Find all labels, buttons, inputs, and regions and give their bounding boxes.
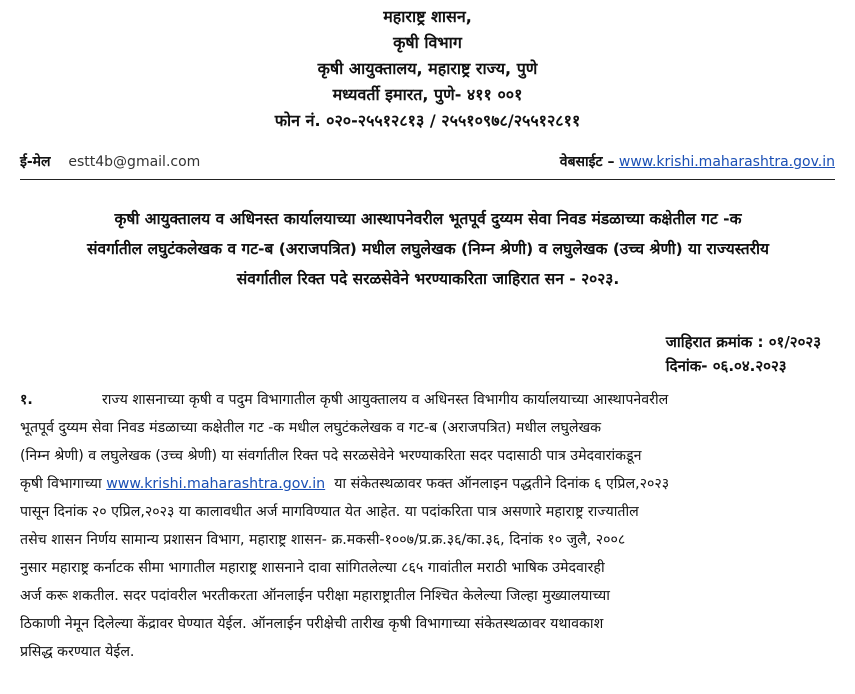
advertisement-reference — [666, 330, 821, 378]
paragraph-line: नुसार महाराष्ट्र कर्नाटक सीमा भागातील महाराष्ट्र शासनाने दावा सांगितलेल्या ८६५ गावांतील मराठी भाषिक उमेदवारही — [20, 560, 605, 576]
paragraph-number: १. — [20, 392, 33, 408]
paragraph-line: तसेच शासन निर्णय सामान्य प्रशासन विभाग, महाराष्ट्र शासन- क्र.मकसी-१००७/प्र.क्र.३६/का.३६, दिनांक १० जुलै, २००८ — [20, 532, 626, 548]
paragraph-1 — [20, 386, 838, 666]
email-address[interactable]: estt4b@gmail.com — [68, 154, 201, 170]
paragraph-text: या संकेतस्थळावर फक्त ऑनलाइन पद्धतीने दिनांक ६ एप्रिल,२०२३ — [325, 476, 670, 492]
header-address: मध्यवर्ती इमारत, पुणे- ४११ ००१ — [332, 85, 523, 104]
advertisement-date: दिनांक- ०६.०४.२०२३ — [665, 357, 787, 375]
website-link[interactable]: www.krishi.maharashtra.gov.in — [618, 154, 835, 170]
header-office: कृषी आयुक्तालय, महाराष्ट्र राज्य, पुणे — [317, 59, 538, 78]
paragraph-line: (निम्न श्रेणी) व लघुलेखक (उच्च श्रेणी) या संवर्गातील रिक्त पदे सरळसेवेने भरण्याकरिता सदर पदासाठी पात्र उमेदवारांकडून — [20, 448, 642, 464]
email-label: ई-मेल — [20, 154, 51, 170]
email-block — [20, 151, 200, 173]
header-government: महाराष्ट्र शासन, — [383, 7, 472, 26]
paragraph-text: कृषी विभागाच्या — [20, 476, 107, 492]
paragraph-website-link[interactable]: www.krishi.maharashtra.gov.in — [106, 476, 326, 492]
title-line: संवर्गातील रिक्त पदे सरळसेवेने भरण्याकरिता जाहिरात सन - २०२३. — [236, 270, 620, 288]
office-header — [0, 4, 855, 134]
paragraph-line — [20, 386, 838, 414]
header-department: कृषी विभाग — [393, 33, 462, 52]
contact-row — [20, 151, 835, 173]
paragraph-line: अर्ज करू शकतील. सदर पदांवरील भरतीकरता ऑनलाईन परीक्षा महाराष्ट्रातील निश्चित केलेल्या जिल्हा मुख्यालयाच्या — [20, 588, 610, 604]
paragraph-line: पासून दिनांक २० एप्रिल,२०२३ या कालावधीत अर्ज मागविण्यात येत आहेत. या पदांकरिता पात्र असणारे महाराष्ट्र राज्यातील — [20, 504, 639, 520]
paragraph-line: ठिकाणी नेमून दिलेल्या केंद्रावर घेण्यात येईल. ऑनलाईन परीक्षेची तारीख कृषी विभागाच्या संकेतस्थळावर यथावकाश — [20, 616, 604, 632]
website-label: वेबसाईट – — [559, 154, 615, 170]
paragraph-line: प्रसिद्ध करण्यात येईल. — [20, 644, 135, 660]
header-phone: फोन नं. ०२०-२५५१२८१३ / २५५१०९७८/२५५१२८११ — [274, 111, 581, 130]
advertisement-number: जाहिरात क्रमांक : ०१/२०२३ — [665, 333, 821, 351]
advertisement-title — [28, 204, 828, 294]
title-line: संवर्गातील लघुटंकलेखक व गट-ब (अराजपत्रित) मधील लघुलेखक (निम्न श्रेणी) व लघुलेखक (उच्च श्रेणी) या राज्यस्तरीय — [87, 240, 769, 258]
header-divider — [20, 179, 835, 180]
title-line: कृषी आयुक्तालय व अधिनस्त कार्यालयाच्या आस्थापनेवरील भूतपूर्व दुय्यम सेवा निवड मंडळाच्या कक्षेतील गट -क — [114, 210, 742, 228]
website-block — [560, 151, 835, 173]
paragraph-line — [20, 470, 838, 498]
paragraph-line: भूतपूर्व दुय्यम सेवा निवड मंडळाच्या कक्षेतील गट -क मधील लघुटंकलेखक व गट-ब (अराजपत्रित) मधील लघुलेखक — [20, 420, 601, 436]
paragraph-text: राज्य शासनाच्या कृषी व पदुम विभागातील कृषी आयुक्तालय व अधिनस्त विभागीय कार्यालयाच्या आस्थापनेवरील — [102, 392, 669, 408]
